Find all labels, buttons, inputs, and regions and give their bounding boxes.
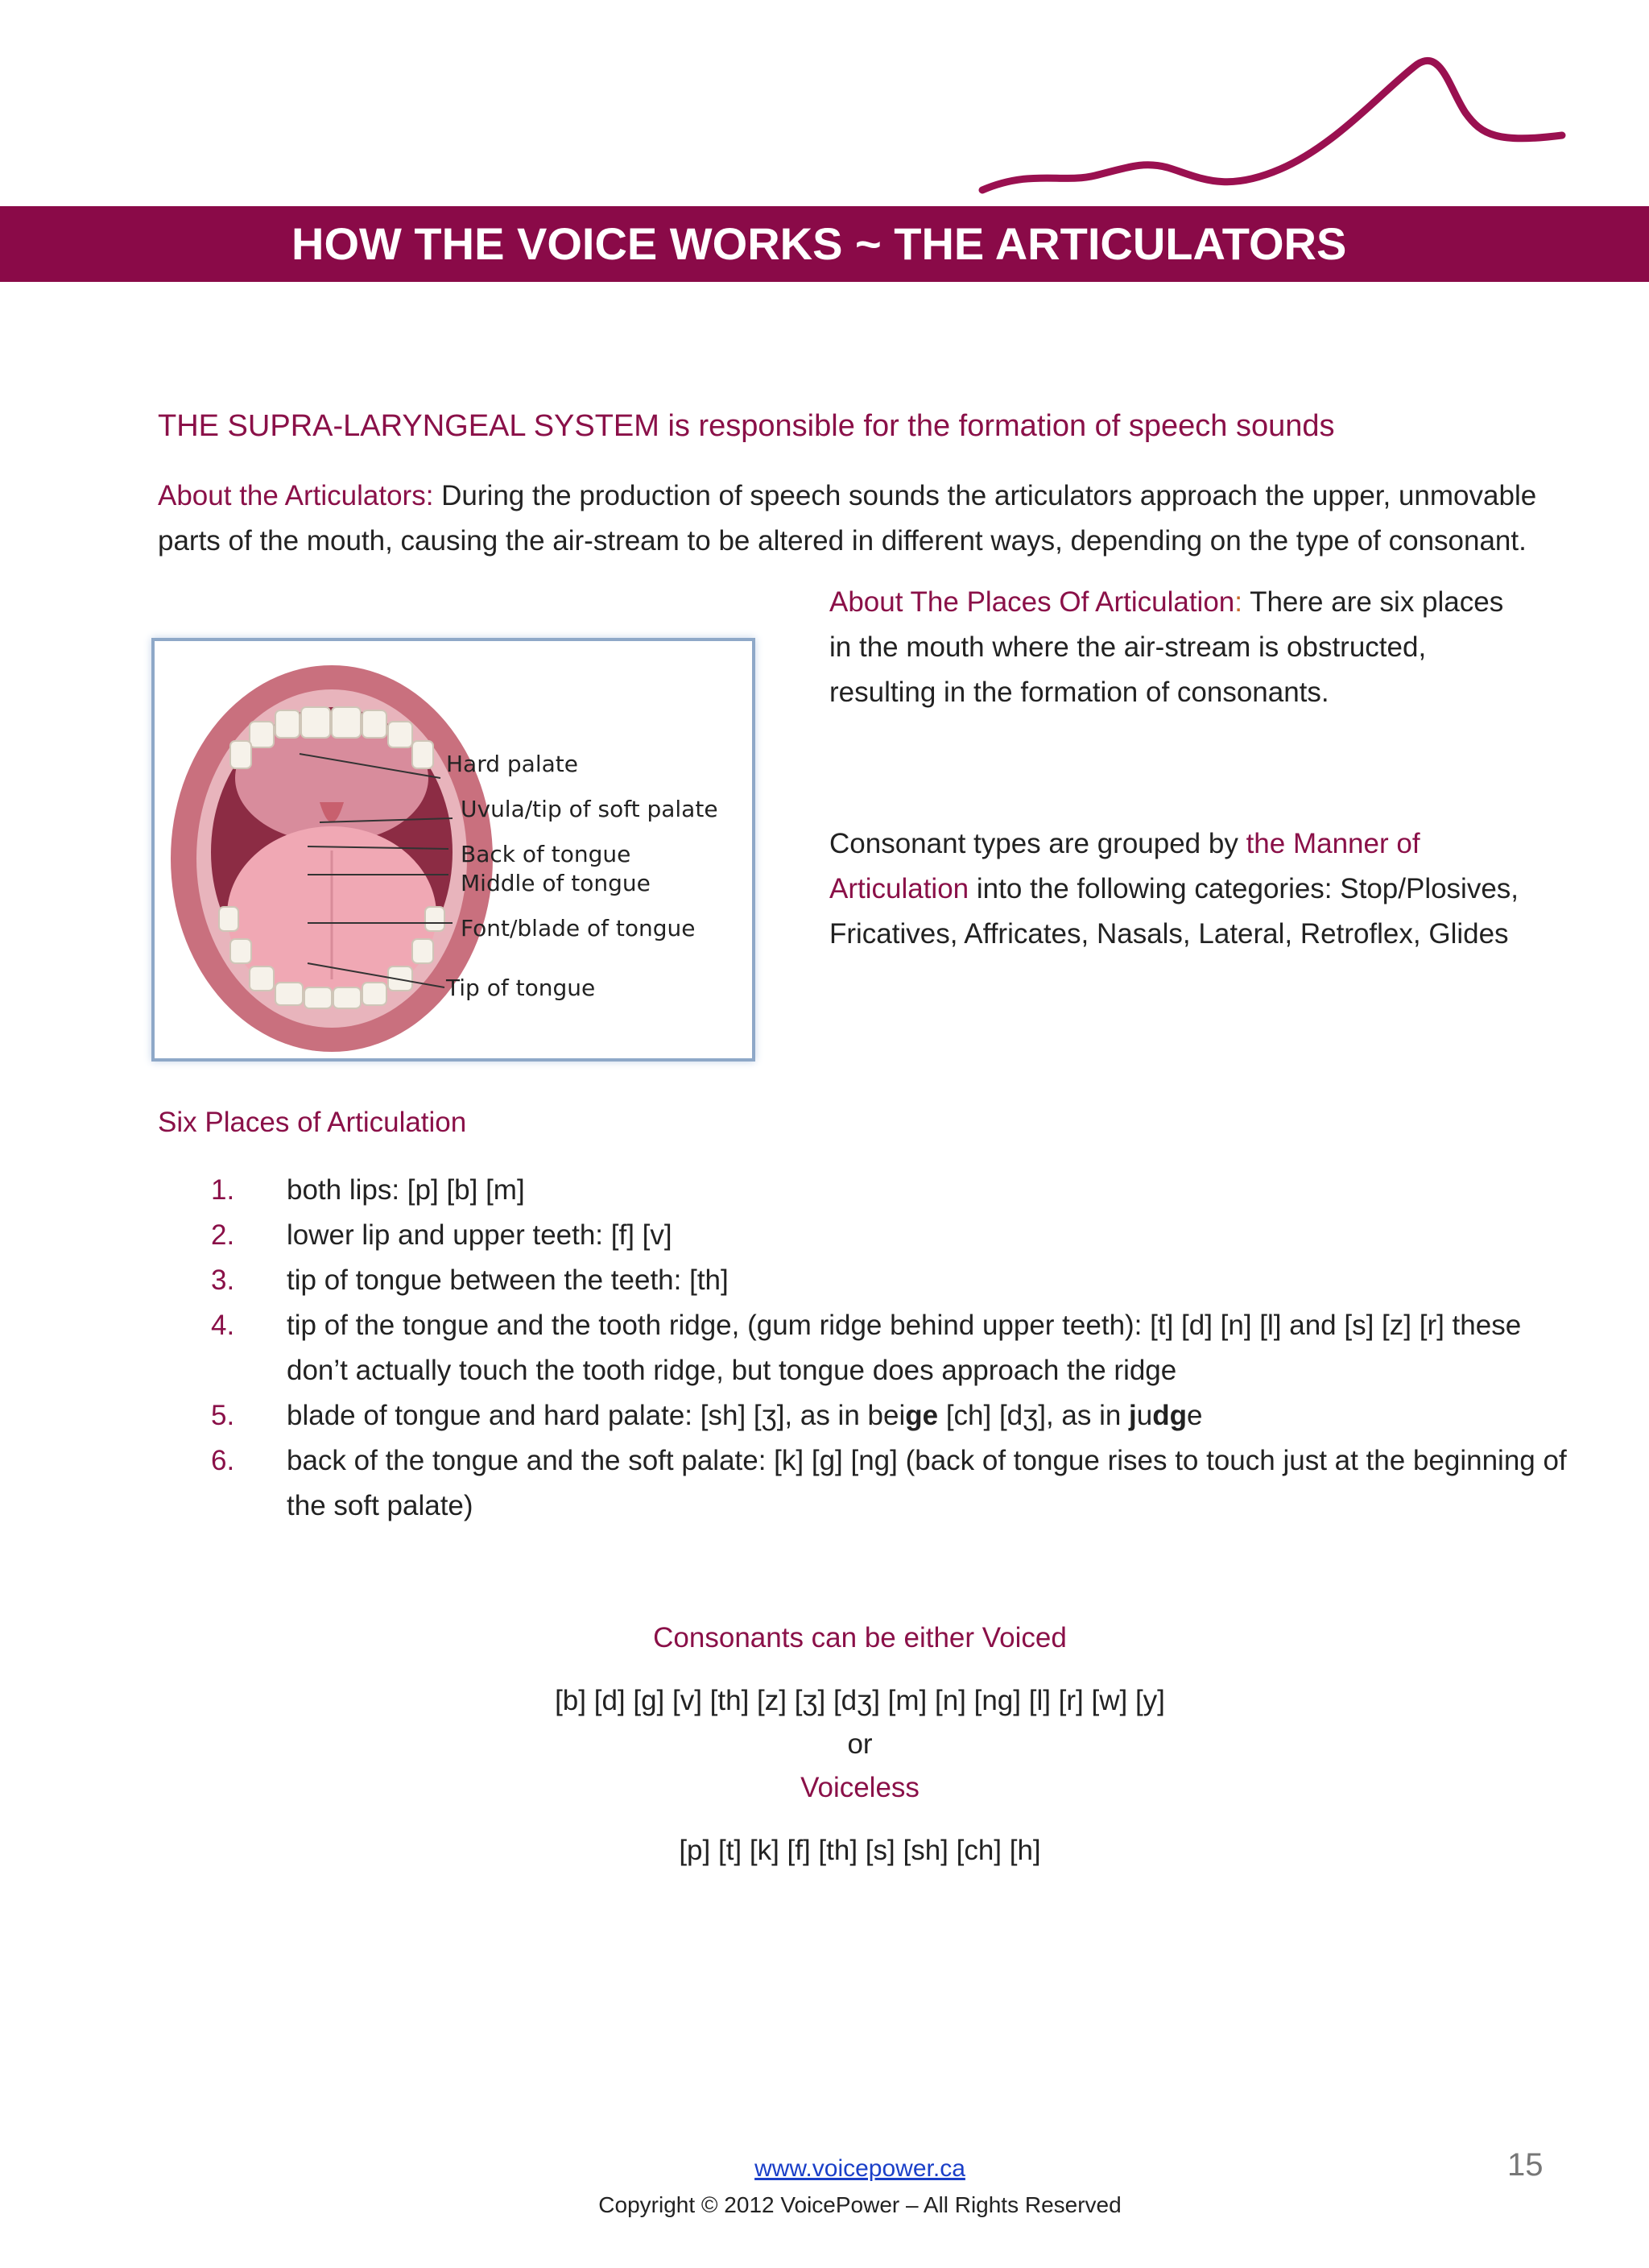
voiceless-heading: Voiceless: [800, 1772, 920, 1803]
system-heading: THE SUPRA-LARYNGEAL SYSTEM is responsible for the formation of speech sounds: [158, 409, 1335, 443]
label-tip-of-tongue: Tip of tongue: [446, 975, 596, 1001]
or-text: or: [847, 1728, 873, 1760]
list-text-bold: dg: [1152, 1400, 1188, 1431]
list-text: back of the tongue and the soft palate: [k] [g] [ng] (back of tongue rises to touch just at the beginning of the soft palate): [287, 1445, 1567, 1521]
voiced-consonants-list: [b] [d] [g] [v] [th] [z] [ʒ] [dʒ] [m] [n] [ng] [l] [r] [w] [y]: [555, 1685, 1165, 1716]
list-item: [158, 1393, 1575, 1438]
list-number: 5.: [211, 1400, 235, 1431]
label-blade-of-tongue: Font/blade of tongue: [461, 915, 696, 942]
manner-of-articulation-label: the Manner of Articulation: [829, 828, 1420, 904]
list-number: 4.: [211, 1310, 235, 1341]
page-number: 15: [1507, 2147, 1544, 2183]
list-text: tip of tongue between the teeth: [th]: [287, 1264, 729, 1296]
places-of-articulation-paragraph: [829, 580, 1522, 715]
list-text-part: e: [1187, 1400, 1203, 1431]
list-item: [158, 1438, 1575, 1529]
places-list: [158, 1168, 1575, 1529]
mouth-illustration: [155, 641, 752, 1058]
list-text: both lips: [p] [b] [m]: [287, 1174, 525, 1206]
about-articulators-paragraph: [158, 474, 1575, 564]
footer-website-link[interactable]: www.voicepower.ca: [754, 2155, 965, 2182]
consonant-types-prefix: Consonant types are grouped by: [829, 828, 1246, 859]
places-label: About The Places Of Articulation: [829, 586, 1235, 618]
list-item: [158, 1168, 1575, 1213]
list-text-bold: j: [1129, 1400, 1137, 1431]
places-colon: :: [1234, 586, 1242, 618]
six-places-heading: Six Places of Articulation: [158, 1107, 467, 1138]
about-articulators-text: During the production of speech sounds the articulators approach the upper, unmovable parts of the mouth, causing the air-stream to be altered in different ways, depending on the type of consonant.: [158, 480, 1537, 557]
mouth-diagram: [151, 638, 755, 1062]
voiced-heading: Consonants can be either Voiced: [653, 1622, 1067, 1653]
list-text: [287, 1400, 1202, 1431]
about-articulators-label: About the Articulators:: [158, 480, 434, 511]
label-hard-palate: Hard palate: [446, 751, 578, 777]
list-item: [158, 1303, 1575, 1393]
list-item: [158, 1213, 1575, 1258]
label-middle-of-tongue: Middle of tongue: [461, 870, 651, 896]
label-back-of-tongue: Back of tongue: [461, 841, 631, 867]
list-text-part: blade of tongue and hard palate: [sh] [ʒ], as in bei: [287, 1400, 906, 1431]
list-number: 1.: [211, 1174, 235, 1206]
list-text-bold: ge: [905, 1400, 939, 1431]
decorative-wave: [966, 40, 1578, 209]
list-text: lower lip and upper teeth: [f] [v]: [287, 1219, 672, 1251]
list-text-part: [ch] [dʒ], as in: [938, 1400, 1130, 1431]
list-number: 3.: [211, 1264, 235, 1296]
footer-copyright: Copyright © 2012 VoicePower – All Rights Reserved: [598, 2192, 1122, 2217]
list-number: 6.: [211, 1445, 235, 1476]
consonant-types-suffix: into the following categories: Stop/Plosives, Fricatives, Affricates, Nasals, Lateral, Retroflex, Glides: [829, 873, 1519, 950]
list-item: [158, 1258, 1575, 1303]
page-title: HOW THE VOICE WORKS ~ THE ARTICULATORS: [291, 218, 1347, 269]
voiceless-consonants-list: [p] [t] [k] [f] [th] [s] [sh] [ch] [h]: [679, 1835, 1041, 1866]
list-number: 2.: [211, 1219, 235, 1251]
consonant-types-paragraph: [829, 822, 1522, 957]
places-text: There are six places in the mouth where the air-stream is obstructed, resulting in the formation of consonants.: [829, 586, 1504, 708]
list-text: tip of the tongue and the tooth ridge, (gum ridge behind upper teeth): [t] [d] [n] [l] and [s] [z] [r] these don’t actually touch the tooth ridge, but tongue does approach the ridge: [287, 1310, 1522, 1386]
list-text-part: u: [1136, 1400, 1153, 1431]
label-uvula: Uvula/tip of soft palate: [461, 796, 718, 822]
